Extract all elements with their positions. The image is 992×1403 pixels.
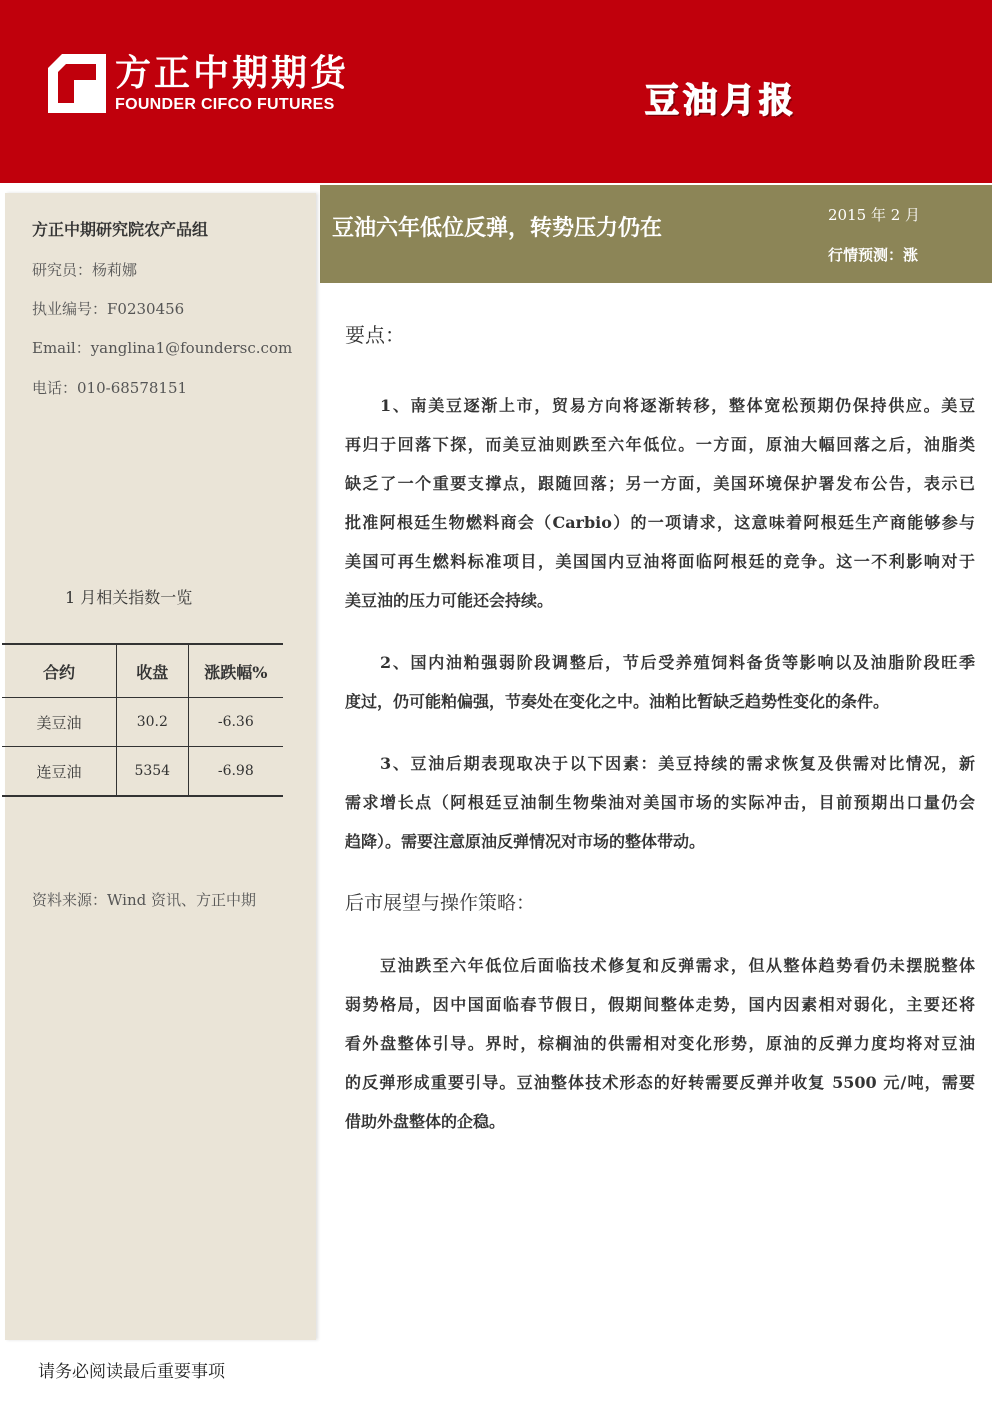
table-cell: -6.98 — [188, 747, 283, 797]
data-source: 资料来源：Wind 资讯、方正中期 — [32, 891, 256, 909]
paragraph-line: 2、国内油粕强弱阶段调整后，节后受养殖饲料备货等影响以及油脂阶段旺季 — [380, 653, 975, 672]
researcher-name: 研究员：杨莉娜 — [32, 261, 138, 279]
paragraph-line: 批准阿根廷生物燃料商会（Carbio）的一项请求，这意味着阿根廷生产商能够参与 — [345, 513, 975, 532]
paragraph-line: 美豆油的压力可能还会持续。 — [345, 591, 554, 610]
table-header-cell: 合约 — [2, 644, 116, 698]
table-header-cell: 收盘 — [116, 644, 188, 698]
table-cell: 5354 — [116, 747, 188, 797]
key-point-paragraph — [345, 643, 975, 721]
report-type-title: 豆油月报 — [645, 81, 797, 121]
table-header-row — [2, 644, 283, 698]
outlook-paragraph — [345, 946, 975, 1141]
paragraph-line: 看外盘整体引导。界时，棕榈油的供需相对变化形势，原油的反弹力度均将对豆油 — [345, 1034, 975, 1053]
paragraph-line: 的反弹形成重要引导。豆油整体技术形态的好转需要反弹并收复 5500 元/吨，需要 — [345, 1073, 975, 1092]
key-points-heading: 要点： — [345, 323, 405, 347]
email-address: Email：yanglina1@foundersc.com — [32, 339, 293, 357]
paragraph-line: 度过，仍可能粕偏强，节奏处在变化之中。油粕比暂缺乏趋势性变化的条件。 — [345, 692, 890, 711]
paragraph-line: 需求增长点（阿根廷豆油制生物柴油对美国市场的实际冲击，目前预期出口量仍会 — [345, 793, 975, 812]
paragraph-line: 弱势格局，因中国面临春节假日，假期间整体走势，国内因素相对弱化，主要还将 — [345, 995, 975, 1014]
paragraph-line: 趋降）。需要注意原油反弹情况对市场的整体带动。 — [345, 832, 706, 851]
outlook-heading: 后市展望与操作策略： — [345, 892, 536, 914]
license-number: 执业编号：F0230456 — [32, 300, 185, 318]
key-point-paragraph — [345, 386, 975, 620]
key-point-paragraph — [345, 744, 975, 861]
research-group: 方正中期研究院农产品组 — [32, 220, 209, 239]
footer-notice: 请务必阅读最后重要事项 — [38, 1362, 225, 1382]
index-table-title: 1 月相关指数一览 — [65, 588, 193, 607]
index-table — [2, 643, 283, 797]
paragraph-line: 借助外盘整体的企稳。 — [345, 1112, 506, 1131]
company-name-en: FOUNDER CIFCO FUTURES — [115, 96, 335, 113]
market-forecast: 行情预测：涨 — [828, 246, 919, 264]
table-header-cell: 涨跌幅% — [188, 644, 283, 698]
founder-logo-icon — [48, 54, 106, 113]
paragraph-line: 豆油跌至六年低位后面临技术修复和反弹需求，但从整体趋势看仍未摆脱整体 — [380, 956, 975, 975]
table-cell: 美豆油 — [2, 698, 116, 747]
paragraph-line: 3、豆油后期表现取决于以下因素：美豆持续的需求恢复及供需对比情况，新 — [380, 754, 975, 773]
paragraph-line: 缺乏了一个重要支撑点，跟随回落；另一方面，美国环境保护署发布公告，表示已 — [345, 474, 975, 493]
phone-number: 电话：010-68578151 — [32, 379, 188, 397]
paragraph-line: 1、南美豆逐渐上市，贸易方向将逐渐转移，整体宽松预期仍保持供应。美豆 — [380, 396, 975, 415]
table-row — [2, 747, 283, 797]
report-title: 豆油六年低位反弹，转势压力仍在 — [332, 215, 663, 241]
table-cell: 连豆油 — [2, 747, 116, 797]
table-row — [2, 698, 283, 747]
table-cell: 30.2 — [116, 698, 188, 747]
table-cell: -6.36 — [188, 698, 283, 747]
paragraph-line: 美国可再生燃料标准项目，美国国内豆油将面临阿根廷的竞争。这一不利影响对于 — [345, 552, 975, 571]
company-name-cn: 方正中期期货 — [115, 53, 350, 94]
paragraph-line: 再归于回落下探，而美豆油则跌至六年低位。一方面，原油大幅回落之后，油脂类 — [345, 435, 975, 454]
report-date: 2015 年 2 月 — [828, 206, 921, 224]
